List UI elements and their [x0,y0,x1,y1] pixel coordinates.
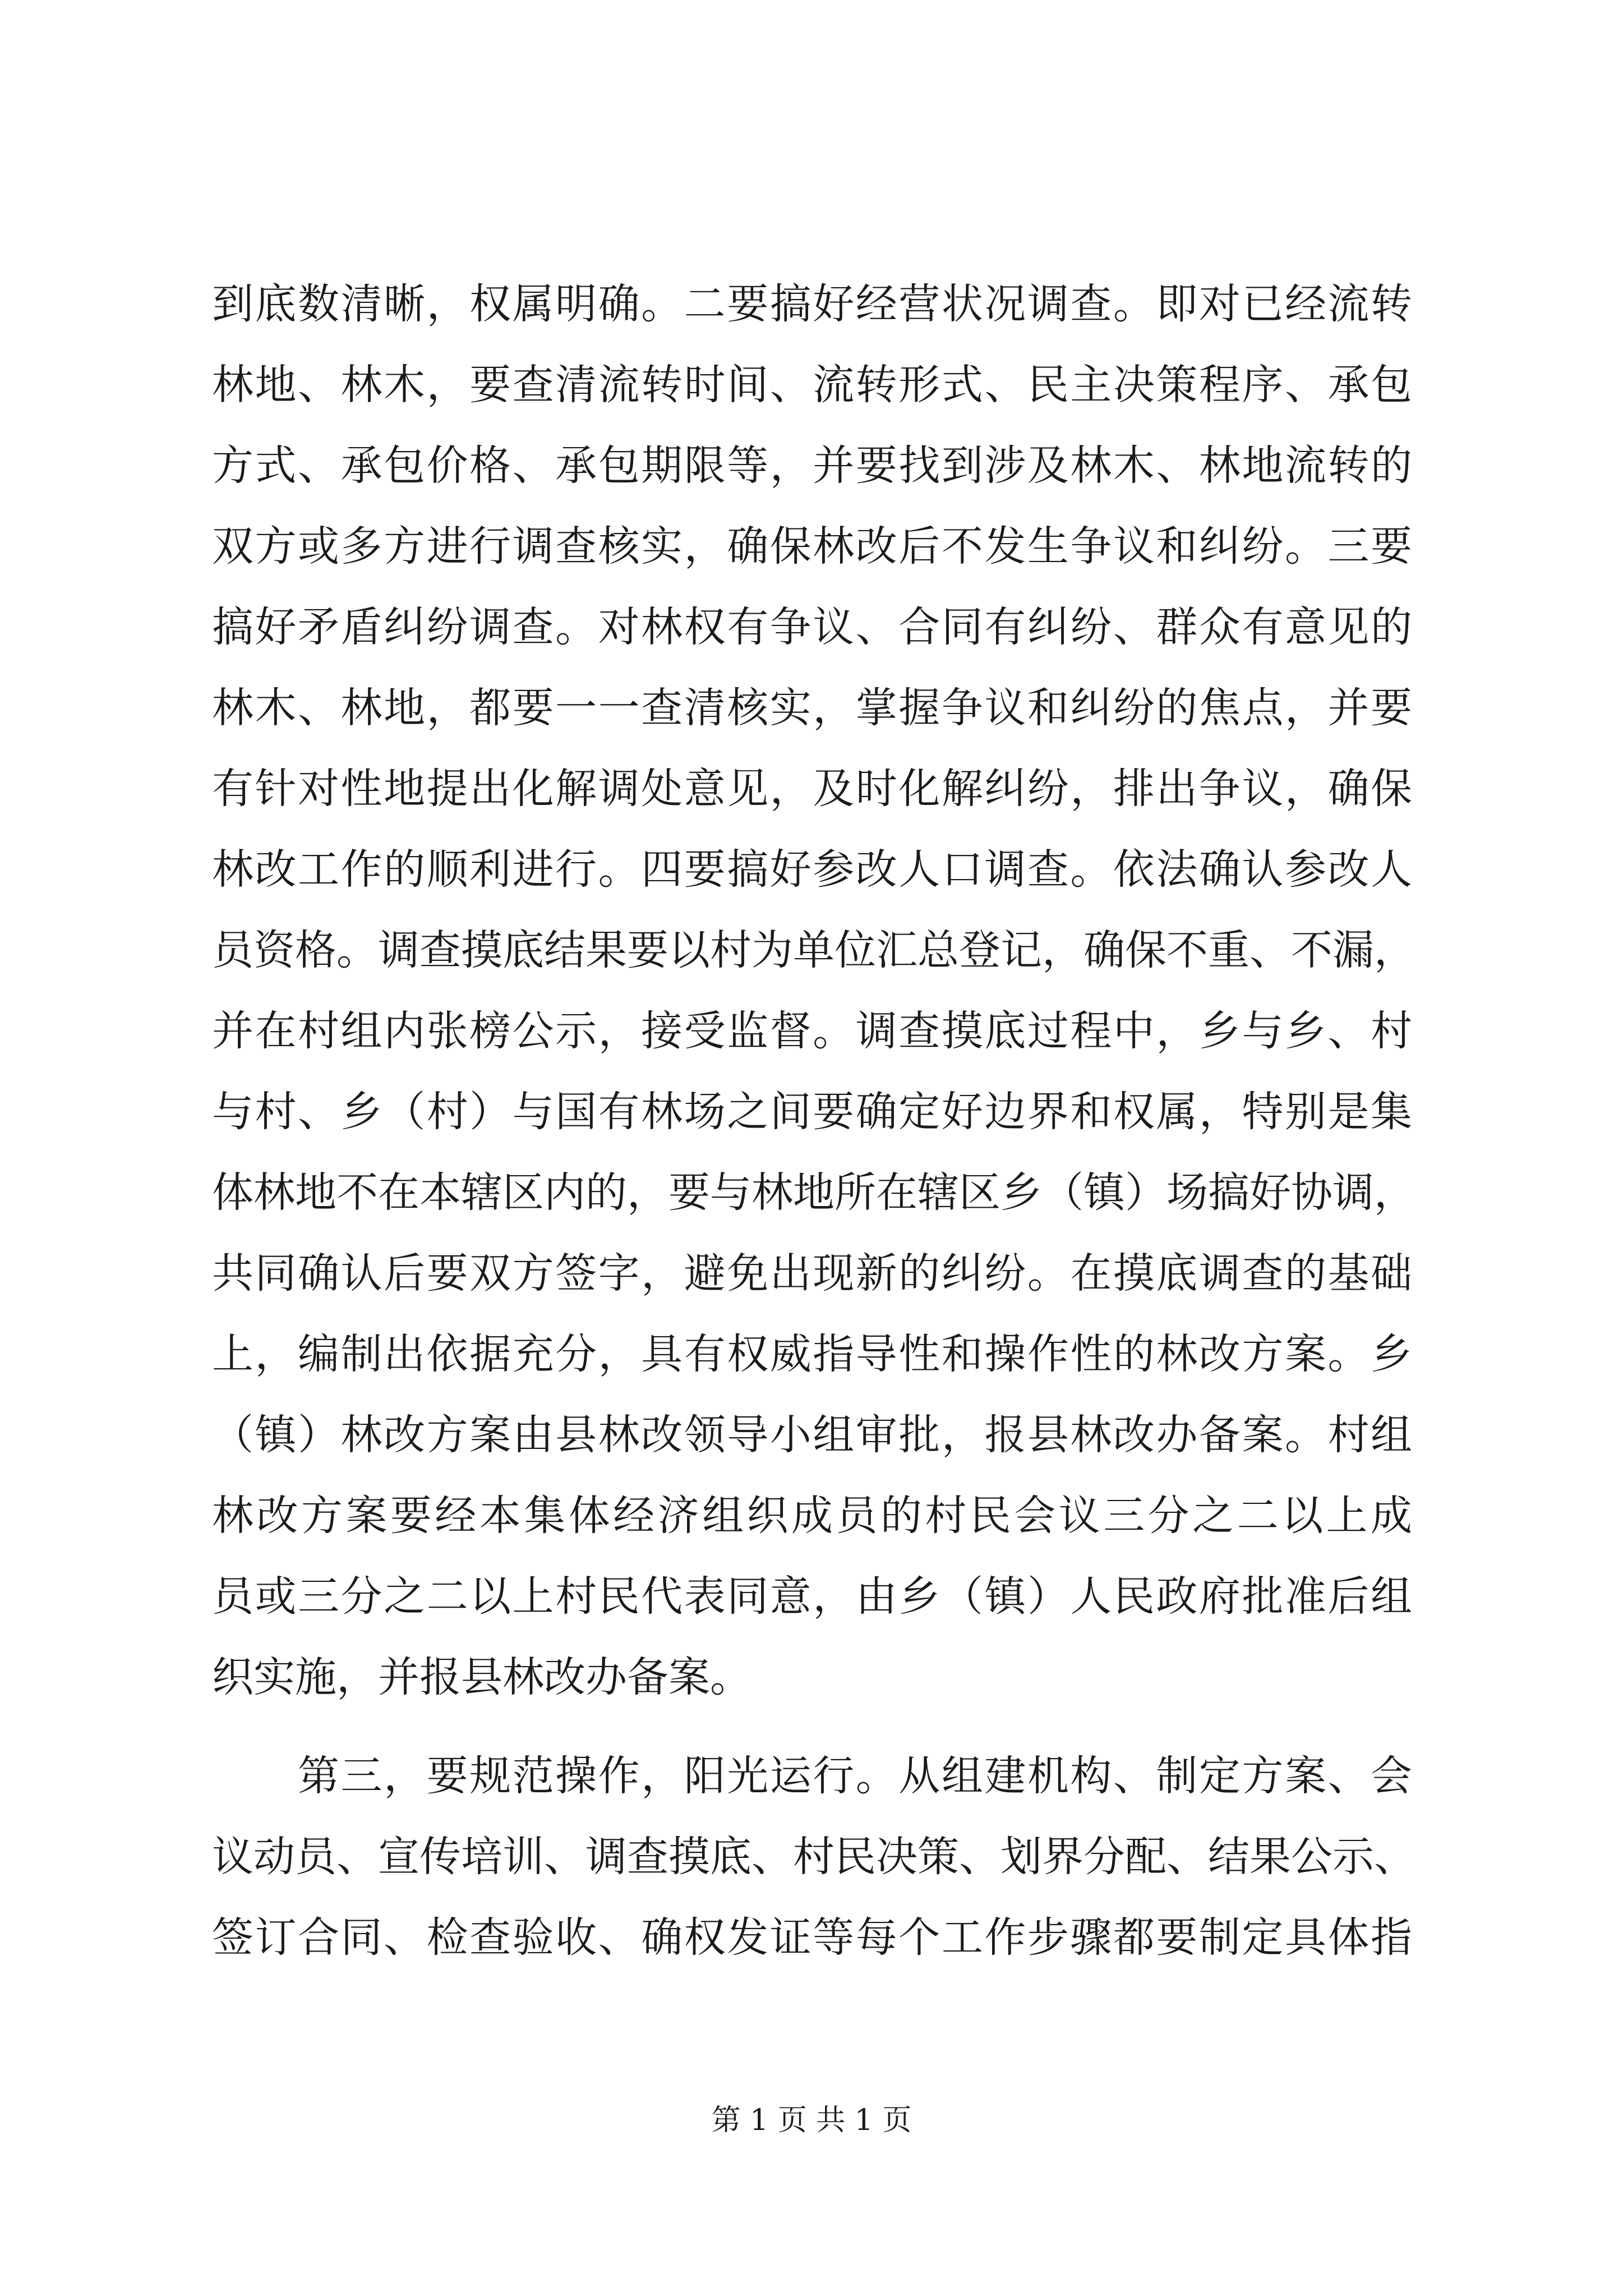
body-text [212,264,1415,1978]
text-line: 有针对性地提出化解调处意见，及时化解纠纷，排出争议，确保 [212,765,1412,813]
paragraph-first-line: 第三，要规范操作，阳光运行。从组建机构、制定方案、会 [212,1752,1412,1800]
text-line: 林改方案要经本集体经济组织成员的村民会议三分之二以上成 [212,1492,1412,1540]
text-line: 林改工作的顺利进行。四要搞好参改人口调查。依法确认参改人 [212,845,1412,894]
text-line: 上，编制出依据充分，具有权威指导性和操作性的林改方案。乡 [212,1330,1412,1378]
paragraph-last-line: 织实施，并报县林改办备案。 [212,1653,751,1701]
text-line: 双方或多方进行调查核实，确保林改后不发生争议和纠纷。三要 [212,522,1412,570]
text-line: 方式、承包价格、承包期限等，并要找到涉及林木、林地流转的 [212,441,1412,490]
text-line: 员或三分之二以上村民代表同意，由乡（镇）人民政府批准后组 [212,1572,1412,1621]
text-line: 议动员、宣传培训、调查摸底、村民决策、划界分配、结果公示、 [212,1833,1415,1881]
text-line: 体林地不在本辖区内的，要与林地所在辖区乡（镇）场搞好协调， [212,1168,1415,1217]
text-line: （镇）林改方案由县林改领导小组审批，报县林改办备案。村组 [212,1411,1412,1459]
text-line: 林木、林地，都要一一查清核实，掌握争议和纠纷的焦点，并要 [212,684,1412,732]
text-line: 与村、乡（村）与国有林场之间要确定好边界和权属，特别是集 [212,1088,1412,1136]
text-line: 共同确认后要双方签字，避免出现新的纠纷。在摸底调查的基础 [212,1249,1412,1297]
text-line: 搞好矛盾纠纷调查。对林权有争议、合同有纠纷、群众有意见的 [212,603,1412,651]
text-line: 并在村组内张榜公示，接受监督。调查摸底过程中，乡与乡、村 [212,1007,1412,1055]
page-footer: 第 1 页 共 1 页 [711,2104,912,2137]
text-line: 员资格。调查摸底结果要以村为单位汇总登记，确保不重、不漏， [212,926,1415,974]
paragraph-gap [212,1718,1412,1736]
text-line: 林地、林木，要查清流转时间、流转形式、民主决策程序、承包 [212,361,1412,409]
text-line: 签订合同、检查验收、确权发证等每个工作步骤都要制定具体指 [212,1913,1412,1962]
text-line: 到底数清晰，权属明确。二要搞好经营状况调查。即对已经流转 [212,280,1412,328]
